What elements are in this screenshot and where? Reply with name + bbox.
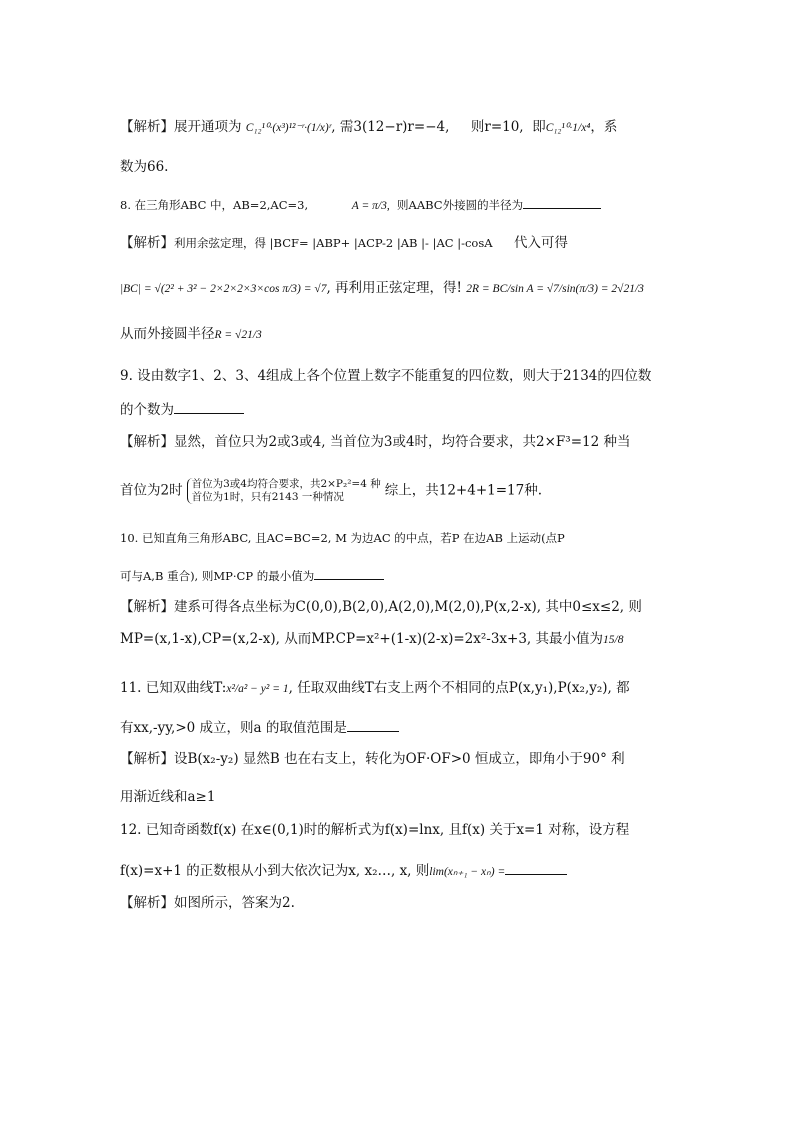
question-12-line2 xyxy=(120,860,567,882)
text: f(x)=x+1 的正数根从小到大依次记为x, x₂…, x, 则 xyxy=(120,863,430,879)
q7-solution-line2: 数为66. xyxy=(120,159,169,175)
text: 8. 在三角形ABC 中，AB=2,AC=3, xyxy=(120,198,309,212)
q9-solution-line1 xyxy=(120,432,631,452)
text: 则r=10, xyxy=(470,119,524,135)
text: 利用余弦定理，得 |BCF= |ABP+ |ACP-2 |AB |- |AC |-cosA xyxy=(174,236,493,250)
q8-solution-line2 xyxy=(120,278,644,299)
solution-label: 【解析】 xyxy=(120,119,174,135)
solution-label: 【解析】 xyxy=(120,235,174,251)
question-11-line2 xyxy=(120,717,399,738)
q9-solution-line2 xyxy=(120,478,542,504)
question-8 xyxy=(120,194,601,216)
text: 有xx,-yy,>0 成立，则a 的取值范围是 xyxy=(120,720,347,736)
question-9-line2 xyxy=(120,399,244,420)
text: 设B(x₂-y₂) 显然B 也在右支上，转化为OF·OF>0 恒成立，即角小于90° 利 xyxy=(174,751,625,767)
text: ，系 xyxy=(590,119,618,135)
solution-label: 【解析】 xyxy=(120,895,174,911)
answer-blank[interactable] xyxy=(505,860,567,875)
text: 的个数为 xyxy=(120,402,174,418)
cosine-law-formula: |BC| = √(2² + 3² − 2×2×2×3×cos π/3) = √7 xyxy=(120,283,327,295)
q11-solution-line2: 用渐近线和a≥1 xyxy=(120,789,216,805)
text: 代入可得 xyxy=(514,235,569,251)
q8-solution-line1 xyxy=(120,233,568,253)
coefficient-term: C₁₂¹⁰·1/x⁴ xyxy=(545,122,591,134)
question-9-line1: 9. 设由数字1、2、3、4组成上各个位置上数字不能重复的四位数，则大于2134的四位数 xyxy=(120,368,652,384)
answer-blank[interactable] xyxy=(314,565,384,580)
text: MP=(x,1-x),CP=(x,2-x), 从而MP.CP=x²+(1-x)(2-x)=2x²-3x+3, 其最小值为 xyxy=(120,631,604,647)
question-10-line2 xyxy=(120,565,384,586)
case-1: 首位为3或4均符合要求，共2×P₂²=4 种 xyxy=(191,478,381,490)
question-11-line1 xyxy=(120,678,630,699)
solution-label: 【解析】 xyxy=(120,751,174,767)
radius-formula: R = √21/3 xyxy=(214,329,262,341)
q8-solution-line3 xyxy=(120,324,262,345)
text: 展开通项为 xyxy=(174,119,242,135)
answer-blank[interactable] xyxy=(174,399,244,414)
solution-label: 【解析】 xyxy=(120,434,174,450)
hyperbola-equation: x²/a² − y² = 1 xyxy=(226,683,289,695)
answer-blank[interactable] xyxy=(523,194,601,209)
text: 综上，共12+4+1=17种. xyxy=(384,482,542,499)
answer-blank[interactable] xyxy=(347,717,399,732)
text: , 任取双曲线T右支上两个不相同的点P(x,y₁),P(x₂,y₂), 都 xyxy=(288,680,630,696)
text: , 需3(12−r)r=−4, xyxy=(331,119,450,135)
text: 则AABC外接圆的半径为 xyxy=(397,198,524,212)
sine-law-formula: 2R = BC/sin A = √7/sin(π/3) = 2√21/3 xyxy=(466,283,644,295)
text: 建系可得各点坐标为C(0,0),B(2,0),A(2,0),M(2,0),P(x,2-x), 其中0≤x≤2, 则 xyxy=(174,599,642,615)
binomial-term: C₁₂¹⁰·(x³)¹²⁻ʳ·(1/x)ʳ xyxy=(245,122,332,134)
text: 可与A,B 重合), 则MP·CP 的最小值为 xyxy=(120,569,315,583)
q7-solution-line1 xyxy=(120,117,617,138)
text: 从而外接圆半径 xyxy=(120,326,215,342)
limit-formula: lim(xₙ₊₁ − xₙ) = xyxy=(429,866,506,878)
q12-solution xyxy=(120,893,295,913)
text: 如图所示，答案为2. xyxy=(174,895,295,911)
solution-label: 【解析】 xyxy=(120,599,174,615)
question-10-line1: 10. 已知直角三角形ABC, 且AC=BC=2, M 为边AC 的中点，若P 在边AB 上运动(点P xyxy=(120,531,565,545)
minimum-value: 15/8 xyxy=(603,634,624,646)
case-brace xyxy=(187,478,381,504)
text: 显然，首位只为2或3或4, 当首位为3或4时，均符合要求，共2×F³=12 种当 xyxy=(174,434,631,450)
text: 即 xyxy=(532,119,546,135)
question-12-line1: 12. 已知奇函数f(x) 在x∈(0,1)时的解析式为f(x)=lnx, 且f(x) 关于x=1 对称，设方程 xyxy=(120,822,630,838)
q10-solution-line2 xyxy=(120,629,623,650)
q10-solution-line1 xyxy=(120,597,642,617)
text: 首位为2时 xyxy=(120,482,183,499)
angle-formula: A = π/3, xyxy=(351,200,390,212)
text: , 再利用正弦定理，得! xyxy=(326,280,462,296)
case-2: 首位为1时，只有2143 一种情况 xyxy=(191,491,344,503)
text: 11. 已知双曲线T: xyxy=(120,680,227,696)
q11-solution-line1 xyxy=(120,749,625,769)
